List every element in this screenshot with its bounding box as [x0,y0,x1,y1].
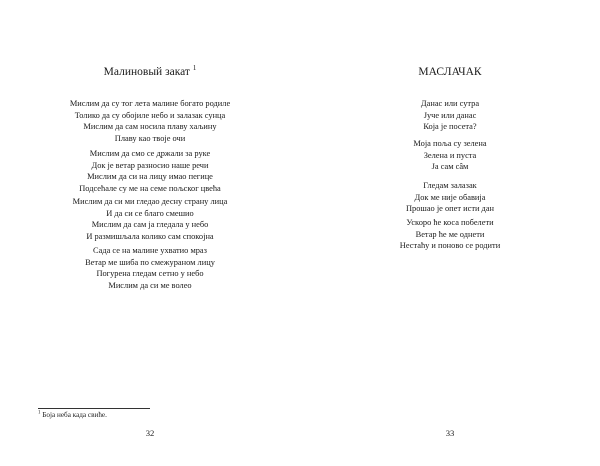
verse-line: Јуче или данас [423,110,477,120]
verse-line: Мислим да си на лицу имао пегице [87,172,213,182]
verse-line: Данас или сутра [420,99,480,108]
verse-line: Мислим да смо се држали за руке [89,149,211,158]
verse-line: Зелена и пуста [423,150,477,160]
verse-line: Док је ветар разносио наше речи [91,160,209,170]
verse-line: Ја сам сâм [431,162,469,172]
stanza-2 [20,148,280,194]
footnote-text: Боја неба када свиће. [42,411,107,419]
poem-title-left [50,66,250,78]
stanza-2 [350,138,550,173]
stanza-3 [20,196,280,242]
stanza-4 [350,217,550,252]
verse-line: Ветар ме шиба по смежураном лицу [85,257,215,267]
verse-line: Плаву као твоје очи [114,133,186,143]
verse-line: Подсећале су ме на семе пољског цвећа [79,183,221,193]
footnote-separator [38,408,150,409]
stanza-1 [350,98,550,133]
verse-line: Гледам залазак [423,181,477,190]
page-number-left: 32 [145,428,155,438]
verse-line: И размишљала колико сам спокојна [86,231,214,241]
verse-line: И да си се благо смешио [106,208,194,218]
footnote [38,411,107,419]
verse-line: Мислим да сам ја гледала у небо [91,220,209,230]
verse-line: Толико да су обојиле небо и залазак сунца [74,110,226,120]
verse-line: Моја поља су зелена [413,139,487,148]
verse-line: Сада се на малине ухватио мраз [93,246,207,255]
stanza-1 [20,98,280,144]
verse-line: Ветар ће ме однети [415,229,485,239]
verse-line: Док ме није обавија [414,192,486,202]
verse-line: Мислим да си ми гледао десну страну лица [72,197,228,206]
verse-line: Мислим да сам носила плаву хаљину [83,122,217,132]
footnote-marker: 1 [38,410,41,416]
stanza-4 [20,245,280,291]
poem-title-right: МАСЛАЧАК [418,66,482,78]
poem-title-text: Малиновый закат [103,66,190,78]
footnote-reference: 1 [192,64,197,73]
verse-line: Мислим да си ме волео [108,280,192,290]
verse-line: Прошао је опет исти дан [405,204,495,214]
verse-line: Погурена гледам сетно у небо [96,269,204,279]
verse-line: Која је посета? [423,122,477,132]
page-number-right: 33 [445,428,455,438]
right-page [300,0,600,466]
verse-line: Мислим да су тог лета малине богато родиле [69,99,231,108]
stanza-3 [350,180,550,215]
verse-line: Нестаћу и поново се родити [399,241,501,251]
verse-line: Ускоро ће коса побелети [406,218,494,227]
